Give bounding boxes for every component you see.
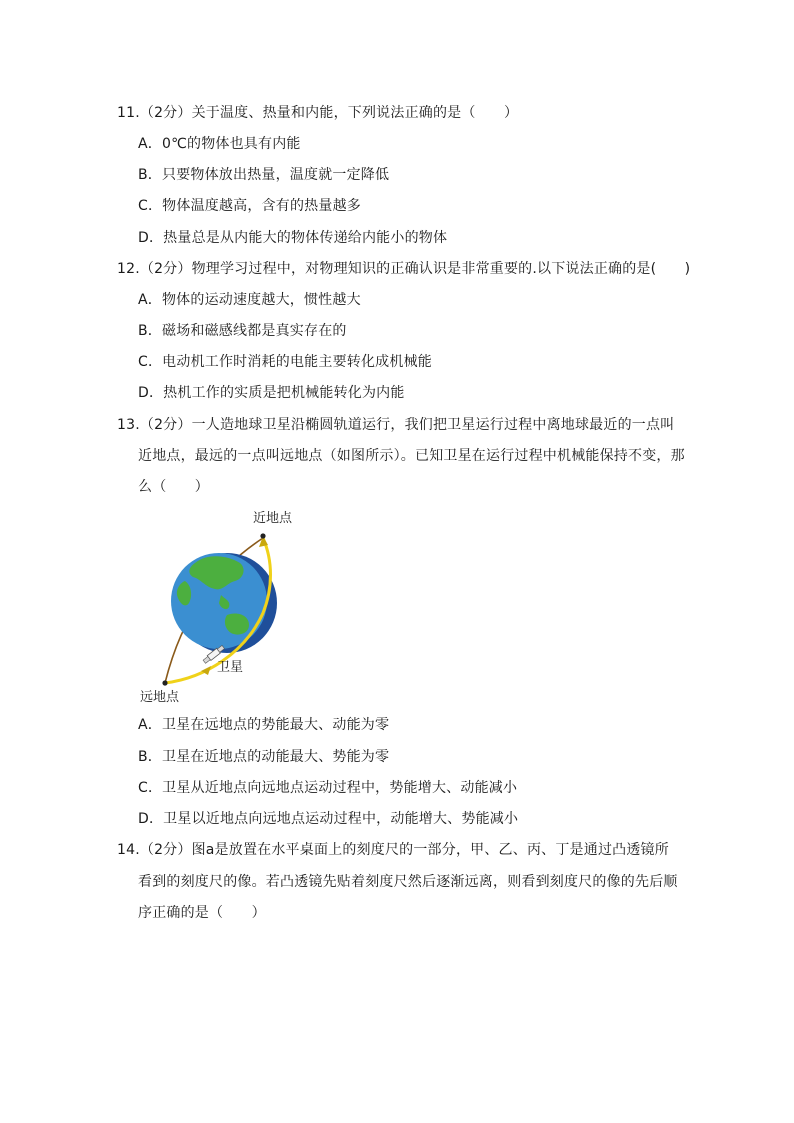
question-13-option-d: D．卫星以近地点向远地点运动过程中，动能增大、势能减小 [138,811,519,827]
perigee-label: 近地点 [253,511,293,526]
perigee-dot [260,533,265,538]
question-14-stem-line-1: 14.（2分）图a是放置在水平桌面上的刻度尺的一部分，甲、乙、丙、丁是通过凸透镜所 [117,842,669,858]
question-12-option-a: A．物体的运动速度越大，惯性越大 [138,292,361,308]
question-12-stem: 12.（2分）物理学习过程中，对物理知识的正确认识是非常重要的.以下说法正确的是( ) [117,261,691,277]
question-12-option-d: D．热机工作的实质是把机械能转化为内能 [138,385,405,401]
question-11-stem: 11.（2分）关于温度、热量和内能，下列说法正确的是（ ） [117,105,519,121]
question-13-stem-line-2: 近地点，最远的一点叫远地点（如图所示）。已知卫星在运行过程中机械能保持不变，那 [138,448,685,464]
question-14-stem-line-2: 看到的刻度尺的像。若凸透镜先贴着刻度尺然后逐渐远离，则看到刻度尺的像的先后顺 [138,874,678,890]
question-13-stem-line-1: 13.（2分）一人造地球卫星沿椭圆轨道运行，我们把卫星运行过程中离地球最近的一点叫 [117,417,675,433]
satellite-orbit-figure [135,503,305,708]
question-14-stem-line-3: 序正确的是（ ） [138,905,266,921]
question-11-option-b: B．只要物体放出热量，温度就一定降低 [138,167,390,183]
question-13-option-c: C．卫星从近地点向远地点运动过程中，势能增大、动能减小 [138,780,518,796]
apogee-dot [162,680,167,685]
question-11-option-a: A．0℃的物体也具有内能 [138,136,301,152]
question-11-option-c: C．物体温度越高，含有的热量越多 [138,198,361,214]
satellite-label: 卫星 [217,660,244,675]
question-13-option-a: A．卫星在远地点的势能最大、动能为零 [138,717,390,733]
orbit-diagram [135,503,305,708]
question-12-option-c: C．电动机工作时消耗的电能主要转化成机械能 [138,354,432,370]
question-12-option-b: B．磁场和磁感线都是真实存在的 [138,323,347,339]
apogee-label: 远地点 [140,690,180,705]
question-11-option-d: D．热量总是从内能大的物体传递给内能小的物体 [138,230,448,246]
question-13-stem-line-3: 么（ ） [138,479,209,495]
question-13-option-b: B．卫星在近地点的动能最大、势能为零 [138,749,390,765]
